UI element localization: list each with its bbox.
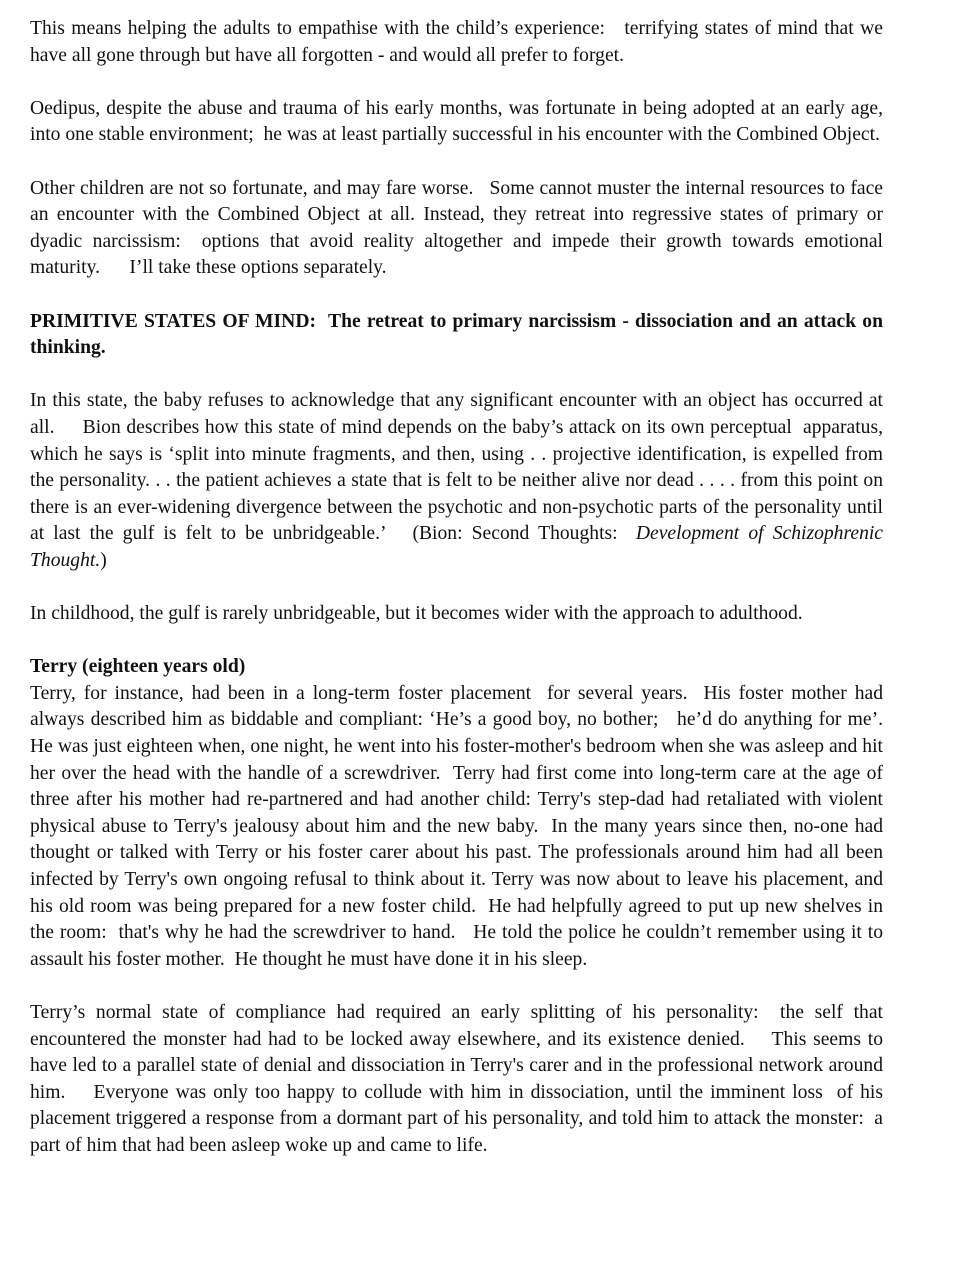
bion-citation-title: Development of Schizophrenic Thought. (30, 523, 888, 571)
paragraph-childhood: In childhood, the gulf is rarely unbridgeable, but it becomes wider with the approach to adulthood. (30, 603, 803, 625)
paragraph-terry-case: Terry, for instance, had been in a long-term foster placement for several years. His foster mother had always described him as biddable and compliant: ‘He’s a good boy, no bother; he’d do anything for me’. He was just eighteen when, one night, he went into his foster-mother's bedroom when she was asleep and hit her over the head with the handle of a screwdriver. Terry had first come into long-term care at the age of three after his mother had re-partnered and had another child: Terry's step-dad had retaliated with violent physical abuse to Terry's jealousy about him and the new baby. In the many years since then, no-one had thought or talked with Terry or his foster carer about his past. The professionals around him had all been infected by Terry's own ongoing refusal to think about it. Terry was now about to leave his placement, and his old room was being prepared for a new foster child. He had helpfully agreed to put up new shelves in the room: that's why he had the screwdriver to hand. He told the police he couldn’t remember using it to assault his foster mother. He thought he must have done it in his sleep. (30, 682, 893, 970)
section-heading: PRIMITIVE STATES OF MIND: The retreat to primary narcissism - dissociation and an attack on thinking. (30, 310, 888, 359)
paragraph-terry-compliance: Terry’s normal state of compliance had required an early splitting of his personality: the self that encountered the monster had had to be locked away elsewhere, and its existence denied. This seems to have led to a parallel state of denial and dissociation in Terry's carer and in the professional network around him. Everyone was only too happy to collude with him in dissociation, until the imminent loss of his placement triggered a response from a dormant part of his personality, and told him to attack the monster: a part of him that had been asleep woke up and came to life. (30, 1001, 888, 1156)
bion-text: In this state, the baby refuses to acknowledge that any significant encounter with an object has occurred at all. Bion describes how this state of mind depends on the baby’s attack on its own perceptual apparatus, which he says is ‘split into minute fragments, and then, using . . projective identification, is expelled from the personality. . . the patient achieves a state that is felt to be neither alive nor dead . . . . from this point on there is an ever-widening divergence between the psychotic and non-psychotic parts of the personality until at last the gulf is felt to be unbridgeable.’ (Bion: Second Thoughts: (30, 390, 888, 545)
paragraph-bion (30, 388, 888, 574)
paragraph-other-children: Other children are not so fortunate, and may fare worse. Some cannot muster the internal resources to face an encounter with the Combined Object at all. Instead, they retreat into regressive states of primary or dyadic narcissism: options that avoid reality altogether and impede their growth towards emotional maturity. I’ll take these options separately. (30, 177, 888, 279)
document-page (30, 16, 893, 1186)
paragraph-empathise: This means helping the adults to empathise with the child’s experience: terrifying states of mind that we have all gone through but have all forgotten - and would all prefer to forget. (30, 18, 888, 66)
bion-citation-close: ) (100, 549, 107, 571)
case-heading: Terry (eighteen years old) (30, 656, 246, 678)
paragraph-oedipus: Oedipus, despite the abuse and trauma of his early months, was fortunate in being adopted at an early age, into one stable environment; he was at least partially successful in his encounter with the Combined Object. (30, 97, 888, 146)
